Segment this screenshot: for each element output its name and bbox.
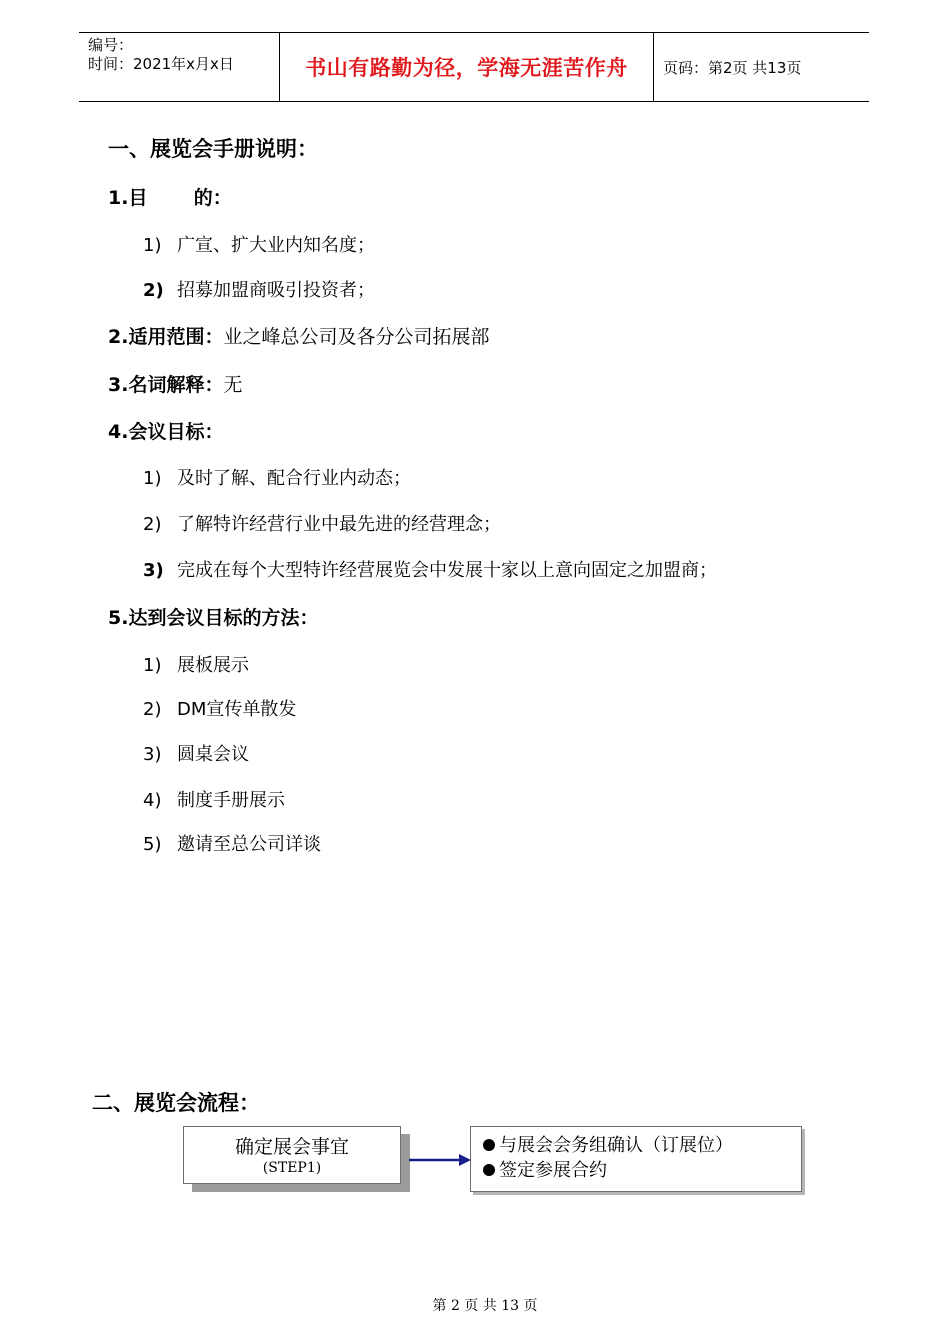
item-number: 3)	[143, 744, 162, 765]
step1-title: 确定展会事宜	[234, 1136, 349, 1158]
methods-item-2	[143, 695, 296, 721]
goals-heading	[108, 417, 223, 444]
section2-title: 二、展览会流程：	[92, 1091, 260, 1115]
purpose-item-1	[143, 231, 375, 257]
bullet-icon	[483, 1139, 495, 1151]
step1-box	[183, 1126, 401, 1184]
motto-text: 书山有路勤为径，学海无涯苦作舟	[305, 55, 628, 80]
number-label: 编号：	[88, 36, 134, 54]
section1-title: 一、展览会手册说明：	[108, 137, 318, 161]
header-page-cell	[654, 33, 869, 101]
task-item-2	[483, 1158, 801, 1183]
flow-arrow	[409, 1152, 473, 1168]
methods-heading	[108, 603, 318, 630]
scope-text: 业之峰总公司及各分公司拓展部	[223, 326, 490, 348]
item-text: 圆桌会议	[177, 744, 249, 765]
purpose-title: 1.目 的：	[108, 187, 232, 209]
item-text: 了解特许经营行业中最先进的经营理念；	[177, 514, 501, 535]
item-text: 广宣、扩大业内知名度；	[177, 235, 375, 256]
bullet-icon	[483, 1164, 495, 1176]
item-number: 1)	[143, 655, 162, 676]
terms-line	[108, 370, 242, 397]
purpose-item-2	[143, 276, 375, 302]
goals-item-3	[143, 556, 717, 582]
item-text: 展板展示	[177, 655, 249, 676]
scope-line	[108, 322, 489, 349]
item-number: 5)	[143, 834, 162, 855]
methods-item-3	[143, 740, 249, 766]
item-text: 制度手册展示	[177, 790, 285, 811]
terms-text: 无	[223, 374, 243, 396]
task-text: 与展会会务组确认（订展位）	[499, 1135, 733, 1156]
terms-title: 3.名词解释：	[108, 374, 224, 396]
item-text: 完成在每个大型特许经营展览会中发展十家以上意向固定之加盟商；	[177, 560, 717, 581]
page-code: 页码：第2页 共13页	[663, 58, 802, 77]
item-text: 招募加盟商吸引投资者；	[177, 280, 375, 301]
document-header	[79, 32, 869, 102]
header-motto-cell	[280, 33, 654, 101]
goals-item-1	[143, 464, 411, 490]
item-number: 1)	[143, 468, 162, 489]
methods-item-5	[143, 830, 321, 856]
goals-item-2	[143, 510, 501, 536]
item-number: 2)	[143, 280, 164, 301]
goals-title: 4.会议目标：	[108, 421, 224, 443]
item-text: 及时了解、配合行业内动态；	[177, 468, 411, 489]
step1-subtitle: (STEP1)	[262, 1160, 322, 1176]
step1-tasks-box	[470, 1126, 802, 1192]
item-text: DM宣传单散发	[177, 699, 297, 720]
item-number: 2)	[143, 699, 162, 720]
item-text: 邀请至总公司详谈	[177, 834, 321, 855]
purpose-heading	[108, 183, 232, 210]
task-item-1	[483, 1133, 801, 1158]
methods-item-4	[143, 786, 285, 812]
methods-item-1	[143, 651, 249, 677]
item-number: 3)	[143, 560, 164, 581]
item-number: 1)	[143, 235, 162, 256]
header-left-cell	[79, 33, 280, 101]
item-number: 2)	[143, 514, 162, 535]
task-text: 签定参展合约	[499, 1160, 607, 1181]
time-label: 时间：2021年x月x日	[88, 55, 234, 73]
scope-title: 2.适用范围：	[108, 326, 224, 348]
page-footer: 第 2 页 共 13 页	[432, 1298, 538, 1314]
methods-title: 5.达到会议目标的方法：	[108, 607, 319, 629]
item-number: 4)	[143, 790, 162, 811]
